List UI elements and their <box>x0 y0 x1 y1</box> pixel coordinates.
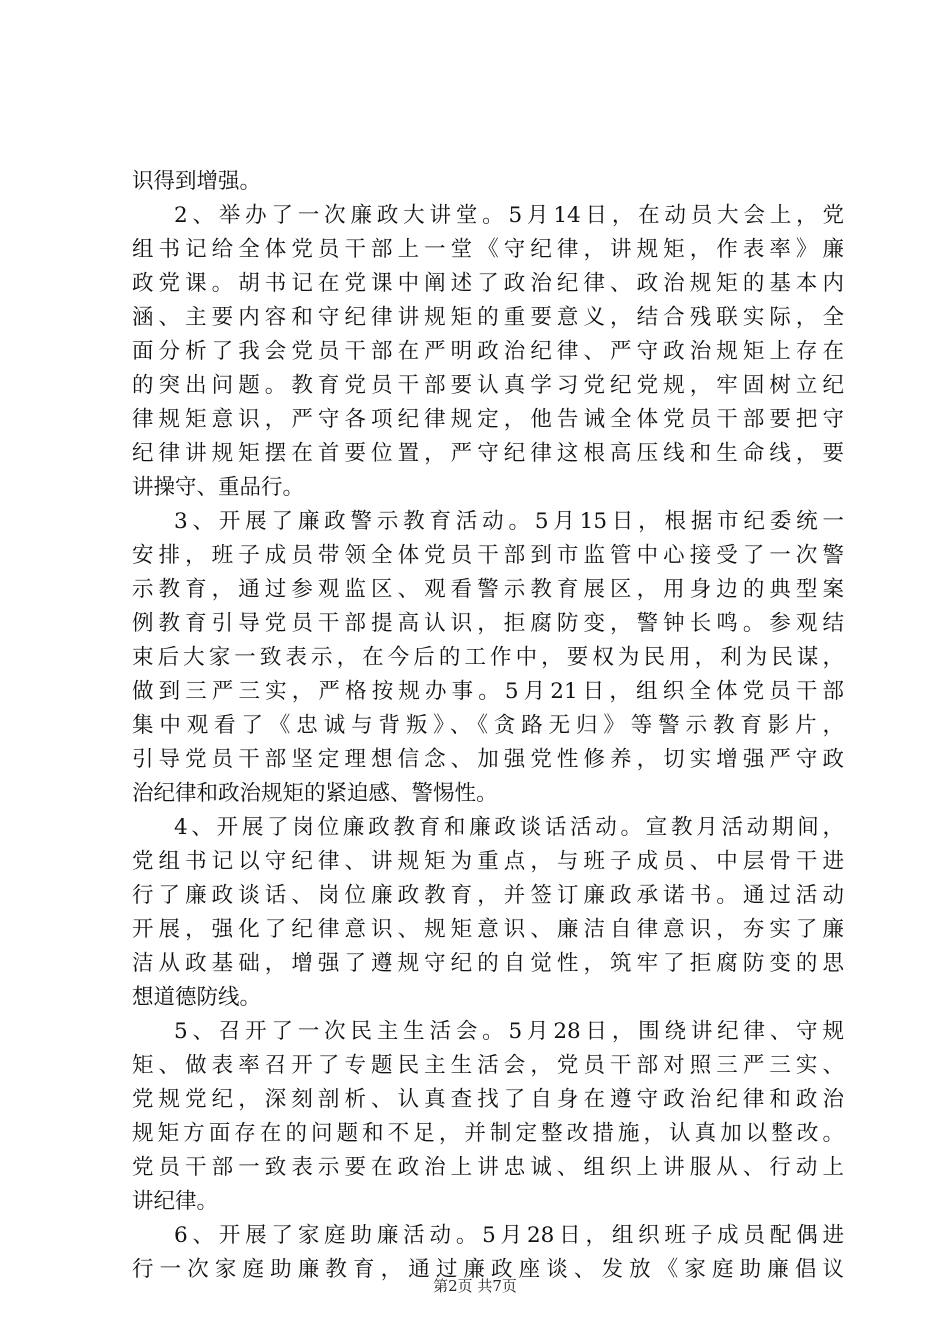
paragraph-line: 组书记给全体党员干部上一堂《守纪律，讲规矩，作表率》廉 <box>132 237 844 262</box>
paragraph-line: 讲纪律。 <box>132 1189 219 1214</box>
paragraph-line: 示教育，通过参观监区、观看警示教育展区，用身边的典型案 <box>132 577 844 602</box>
paragraph-line: 涵、主要内容和守纪律讲规矩的重要意义，结合残联实际，全 <box>132 305 844 330</box>
paragraph-line: 行一次家庭助廉教育，通过廉政座谈、发放《家庭助廉倡议 <box>132 1257 844 1282</box>
paragraph-line: 开展，强化了纪律意识、规矩意识、廉洁自律意识，夯实了廉 <box>132 917 844 942</box>
paragraph-line: 律规矩意识，严守各项纪律规定，他告诫全体党员干部要把守 <box>132 407 844 432</box>
paragraph <box>132 505 844 811</box>
paragraph-line: 面分析了我会党员干部在严明政治纪律、严守政治规矩上存在 <box>132 339 844 364</box>
paragraph-line: 纪律讲规矩摆在首要位置，严守纪律这根高压线和生命线，要 <box>132 441 844 466</box>
paragraph-line: 党规党纪，深刻剖析、认真查找了自身在遵守政治纪律和政治 <box>132 1087 844 1112</box>
paragraph-line: 识得到增强。 <box>132 169 262 194</box>
paragraph-line: 5、召开了一次民主生活会。5月28日，围绕讲纪律、守规 <box>174 1019 844 1044</box>
paragraph-line: 集中观看了《忠诚与背叛》、《贪路无归》等警示教育影片， <box>132 713 844 738</box>
paragraph-line: 治纪律和政治规矩的紧迫感、警惕性。 <box>132 781 498 806</box>
paragraph-line: 政党课。胡书记在党课中阐述了政治纪律、政治规矩的基本内 <box>132 271 844 296</box>
document-body <box>132 165 844 1287</box>
paragraph-line: 2、举办了一次廉政大讲堂。5月14日，在动员大会上，党 <box>174 203 844 228</box>
paragraph-line: 党员干部一致表示要在政治上讲忠诚、组织上讲服从、行动上 <box>132 1155 844 1180</box>
paragraph-line: 讲操守、重品行。 <box>132 475 305 500</box>
page-footer: 第2页 共7页 <box>433 1277 517 1295</box>
paragraph-line: 规矩方面存在的问题和不足，并制定整改措施，认真加以整改。 <box>132 1121 844 1146</box>
paragraph-line: 4、开展了岗位廉政教育和廉政谈话活动。宣教月活动期间， <box>174 815 844 840</box>
paragraph-line: 6、开展了家庭助廉活动。5月28日，组织班子成员配偶进 <box>174 1223 844 1248</box>
paragraph-line: 的突出问题。教育党员干部要认真学习党纪党规，牢固树立纪 <box>132 373 844 398</box>
paragraph-line: 行了廉政谈话、岗位廉政教育，并签订廉政承诺书。通过活动 <box>132 883 844 908</box>
paragraph-line: 党组书记以守纪律、讲规矩为重点，与班子成员、中层骨干进 <box>132 849 844 874</box>
paragraph-line: 3、开展了廉政警示教育活动。5月15日，根据市纪委统一 <box>174 509 844 534</box>
paragraph-line: 矩、做表率召开了专题民主生活会，党员干部对照三严三实、 <box>132 1053 844 1078</box>
paragraph <box>132 811 844 1015</box>
paragraph <box>132 199 844 505</box>
paragraph-line: 做到三严三实，严格按规办事。5月21日，组织全体党员干部 <box>132 679 844 704</box>
paragraph-line: 束后大家一致表示，在今后的工作中，要权为民用，利为民谋， <box>132 645 844 670</box>
paragraph-line: 洁从政基础，增强了遵规守纪的自觉性，筑牢了拒腐防变的思 <box>132 951 844 976</box>
paragraph-line: 安排，班子成员带领全体党员干部到市监管中心接受了一次警 <box>132 543 844 568</box>
paragraph-line: 例教育引导党员干部提高认识，拒腐防变，警钟长鸣。参观结 <box>132 611 844 636</box>
paragraph <box>132 165 844 199</box>
paragraph-line: 引导党员干部坚定理想信念、加强党性修养，切实增强严守政 <box>132 747 844 772</box>
paragraph <box>132 1015 844 1219</box>
paragraph-line: 想道德防线。 <box>132 985 262 1010</box>
